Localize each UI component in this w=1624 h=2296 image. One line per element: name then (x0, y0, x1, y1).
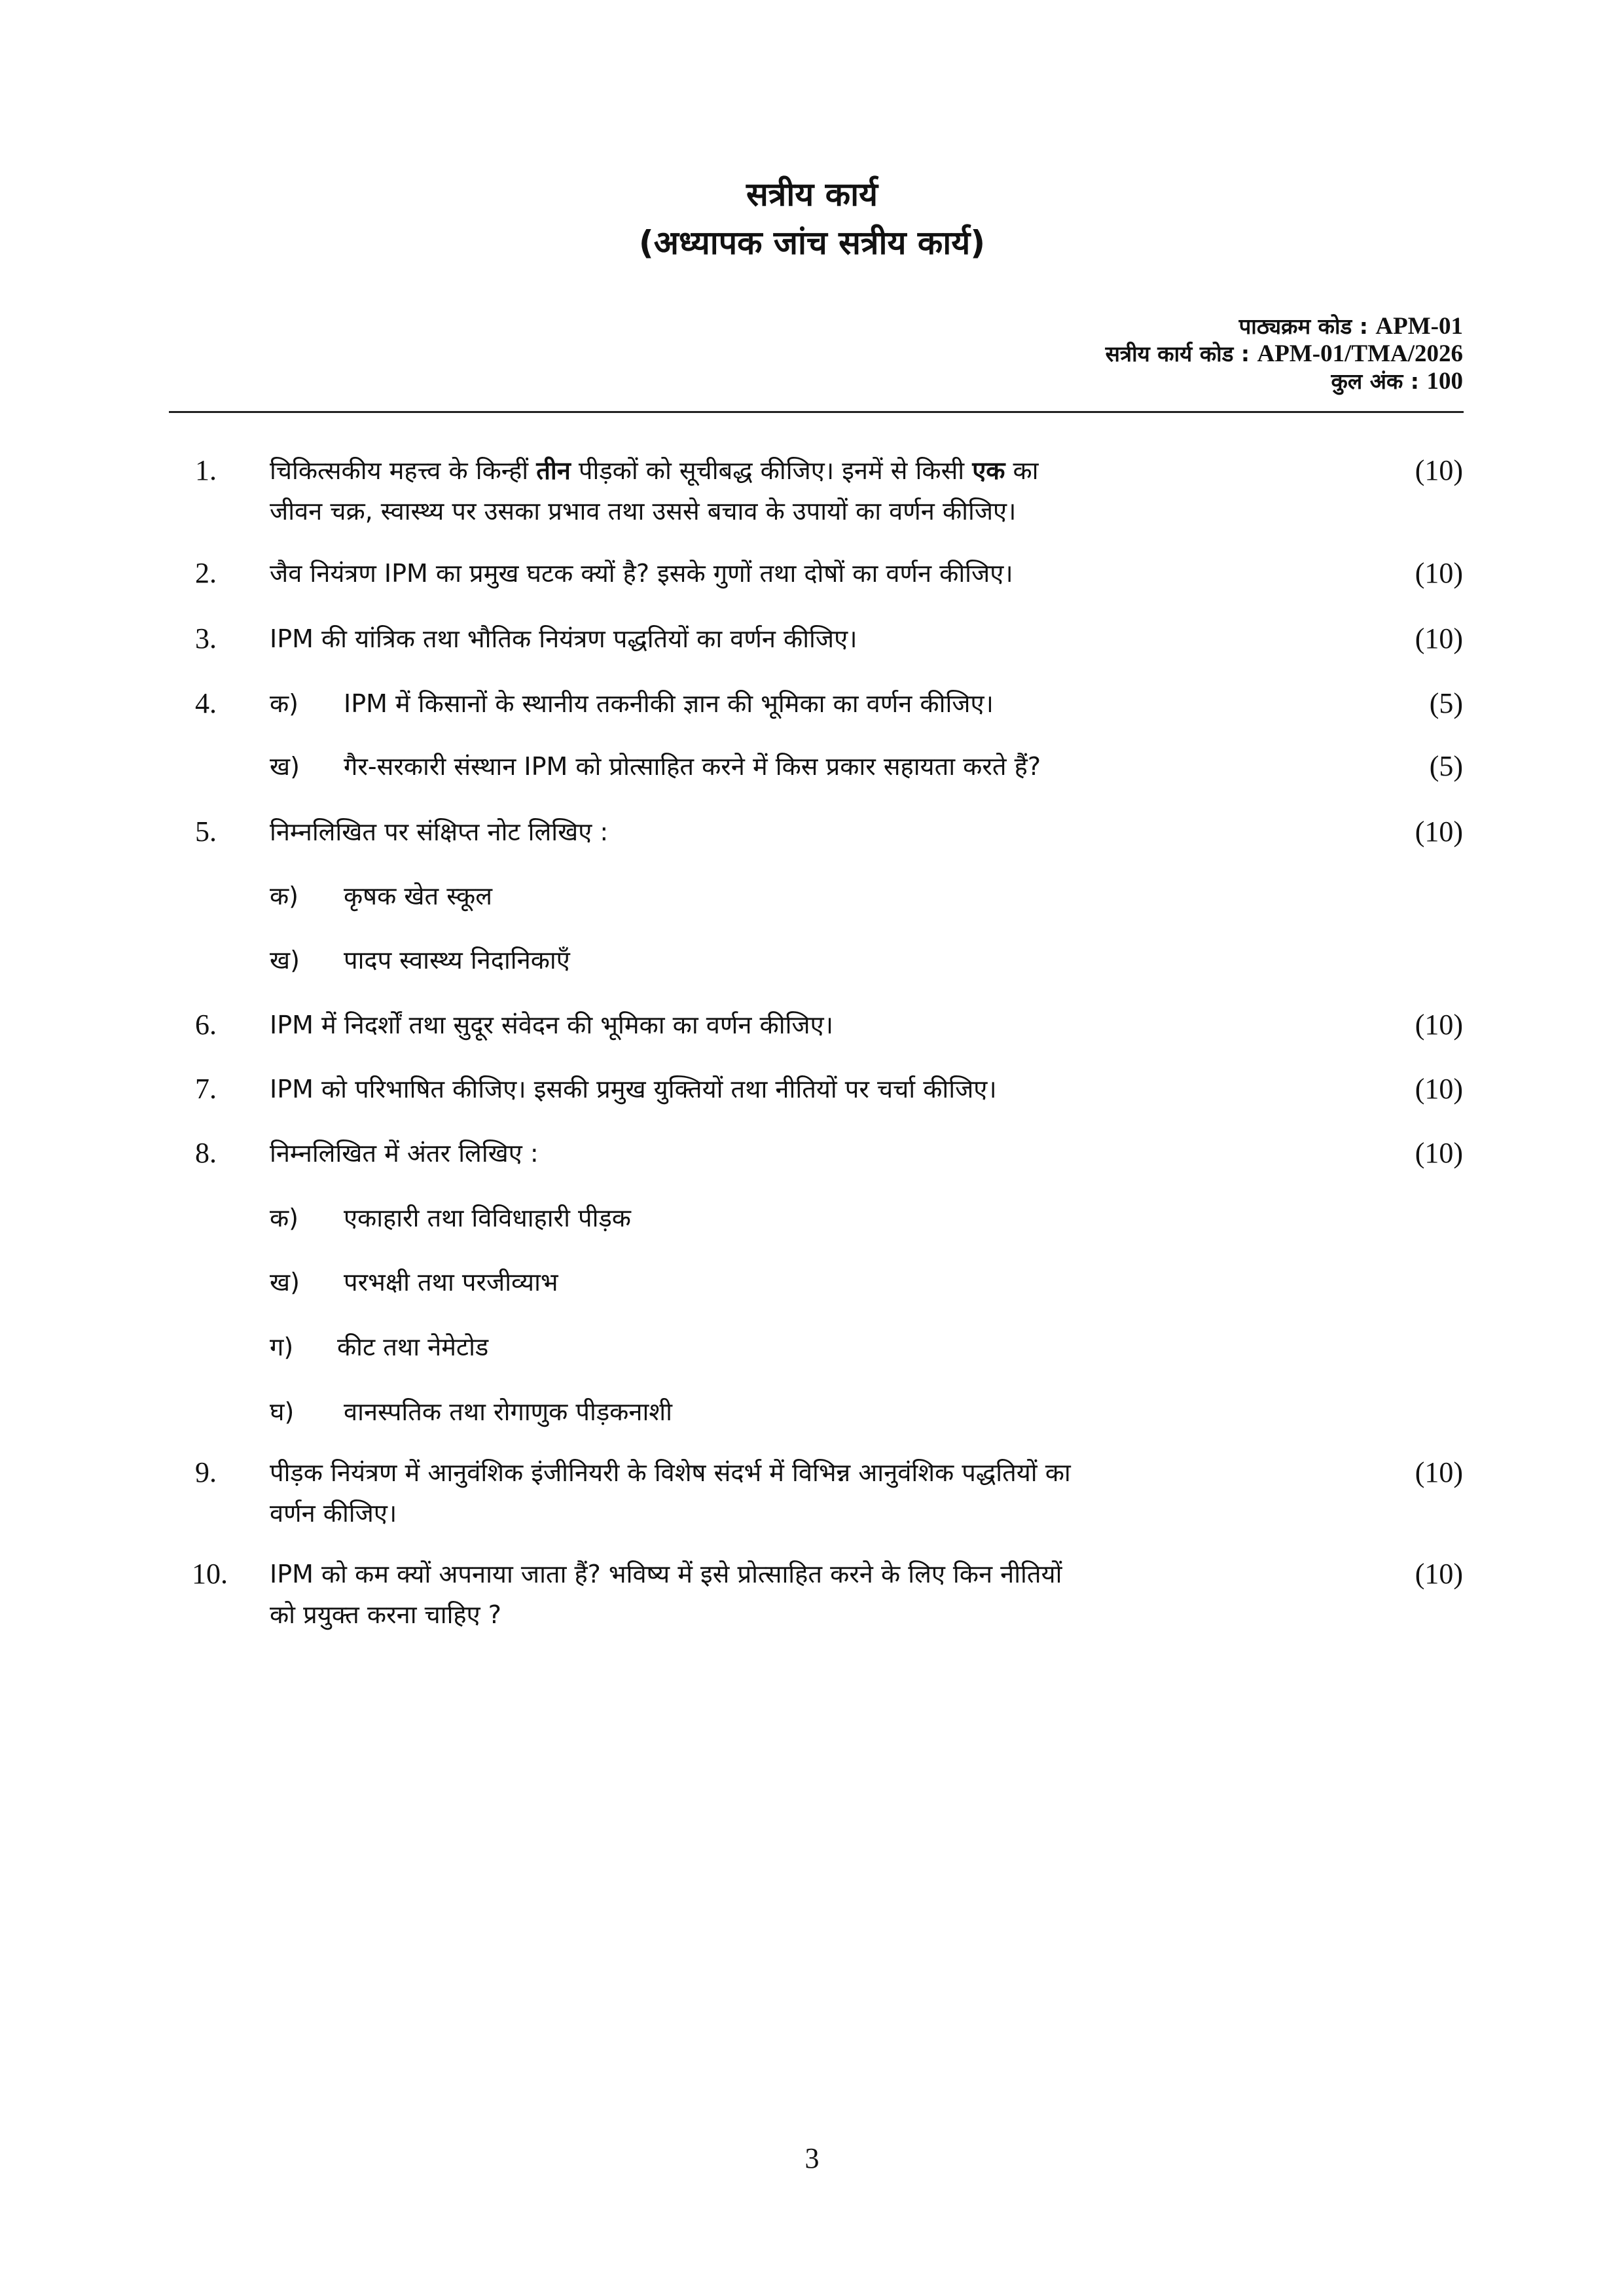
question-number: 5. (195, 816, 217, 848)
assignment-code: APM-01/TMA/2026 (1257, 340, 1463, 367)
question-marks: (10) (1415, 1456, 1463, 1488)
question-number: 6. (195, 1009, 217, 1041)
assignment-code-row (1106, 340, 1463, 368)
sub-question-text: पादप स्वास्थ्य निदानिकाएँ (344, 946, 570, 975)
question-text (270, 1452, 1343, 1534)
question-marks: (10) (1415, 816, 1463, 848)
header-divider (169, 411, 1464, 413)
sub-question-text: एकाहारी तथा विविधाहारी पीड़क (344, 1204, 631, 1232)
sub-question-text: परभक्षी तथा परजीव्याभ (344, 1268, 558, 1297)
sub-question-label: ख) (270, 946, 300, 975)
question-line-2: जीवन चक्र, स्वास्थ्य पर उसका प्रभाव तथा उससे बचाव के उपायों का वर्णन कीजिए। (270, 497, 1017, 526)
question-number: 3. (195, 622, 217, 655)
question-text: निम्नलिखित में अंतर लिखिए : (270, 1139, 539, 1168)
sub-question-label: क) (270, 689, 299, 718)
assignment-meta (1106, 313, 1463, 395)
sub-question-label: ग) (270, 1333, 294, 1361)
sub-question-label: क) (270, 1204, 299, 1232)
question-line-1: पीड़क नियंत्रण में आनुवंशिक इंजीनियरी के विशेष संदर्भ में विभिन्न आनुवंशिक पद्धतियों का (270, 1458, 1071, 1487)
sub-question-label: क) (270, 882, 299, 910)
question-number: 10. (192, 1558, 228, 1590)
question-text: IPM की यांत्रिक तथा भौतिक नियंत्रण पद्धतियों का वर्णन कीजिए। (270, 624, 857, 653)
text-segment: चिकित्सकीय महत्त्व के किन्हीं (270, 456, 537, 485)
sub-question-text: वानस्पतिक तथा रोगाणुक पीड़कनाशी (344, 1397, 672, 1426)
page-title: सत्रीय कार्य (746, 175, 878, 213)
course-code-label: पाठ्यक्रम कोड : (1238, 314, 1368, 339)
total-marks: 100 (1426, 368, 1463, 395)
question-text (270, 450, 1343, 531)
question-marks: (10) (1415, 1558, 1463, 1590)
question-text: IPM में निदर्शों तथा सुदूर संवेदन की भूमिका का वर्णन कीजिए। (270, 1011, 834, 1039)
question-number: 2. (195, 557, 217, 589)
assignment-code-label: सत्रीय कार्य कोड : (1105, 341, 1250, 367)
question-text: निम्नलिखित पर संक्षिप्त नोट लिखिए : (270, 817, 609, 846)
question-number: 7. (195, 1073, 217, 1105)
sub-question-label: ख) (270, 752, 300, 781)
question-marks: (10) (1415, 454, 1463, 486)
text-segment: का (1005, 456, 1039, 485)
emphasis-one: एक (972, 456, 1005, 485)
question-number: 8. (195, 1137, 217, 1169)
question-text (270, 1554, 1343, 1635)
question-number: 4. (195, 687, 217, 719)
page-number: 3 (804, 2142, 820, 2174)
sub-question-text: IPM में किसानों के स्थानीय तकनीकी ज्ञान की भूमिका का वर्णन कीजिए। (344, 689, 994, 718)
question-marks: (10) (1415, 1137, 1463, 1169)
course-code: APM-01 (1375, 313, 1463, 340)
question-line-1: IPM को कम क्यों अपनाया जाता हैं? भविष्य में इसे प्रोत्साहित करने के लिए किन नीतियों (270, 1560, 1062, 1588)
question-marks: (10) (1415, 1073, 1463, 1105)
sub-question-label: ख) (270, 1268, 300, 1297)
text-segment: पीड़कों को सूचीबद्ध कीजिए। इनमें से किसी (570, 456, 973, 485)
question-line-2: को प्रयुक्त करना चाहिए ? (270, 1600, 501, 1629)
question-number: 9. (195, 1456, 217, 1488)
question-number: 1. (195, 454, 217, 486)
question-marks: (10) (1415, 1009, 1463, 1041)
sub-question-label: घ) (270, 1397, 295, 1426)
emphasis-three: तीन (536, 456, 571, 485)
sub-question-marks: (5) (1429, 750, 1463, 782)
sub-question-marks: (5) (1429, 687, 1463, 719)
page-subtitle: (अध्यापक जांच सत्रीय कार्य) (638, 224, 986, 262)
question-marks: (10) (1415, 557, 1463, 589)
total-marks-label: कुल अंक : (1331, 368, 1419, 394)
course-code-row (1106, 313, 1463, 340)
question-line-1 (270, 450, 1343, 491)
sub-question-text: कीट तथा नेमेटोड (337, 1333, 489, 1361)
sub-question-text: गैर-सरकारी संस्थान IPM को प्रोत्साहित करने में किस प्रकार सहायता करते हैं? (344, 752, 1041, 781)
question-marks: (10) (1415, 622, 1463, 655)
total-marks-row (1106, 368, 1463, 395)
sub-question-text: कृषक खेत स्कूल (344, 882, 492, 910)
question-text: IPM को परिभाषित कीजिए। इसकी प्रमुख युक्तियों तथा नीतियों पर चर्चा कीजिए। (270, 1075, 997, 1103)
question-text: जैव नियंत्रण IPM का प्रमुख घटक क्यों है? इसके गुणों तथा दोषों का वर्णन कीजिए। (270, 559, 1013, 588)
question-line-2: वर्णन कीजिए। (270, 1499, 397, 1528)
